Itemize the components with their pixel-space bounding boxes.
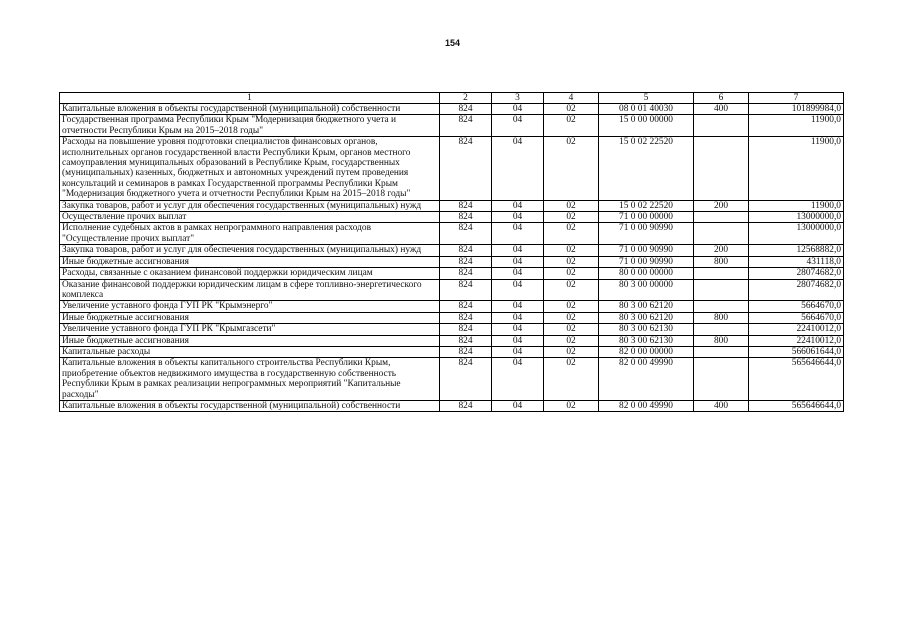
gov-code: 824 bbox=[440, 104, 492, 115]
amount: 565646644,0 bbox=[749, 358, 844, 401]
expense-type-code bbox=[694, 212, 749, 223]
expense-type-code: 200 bbox=[694, 200, 749, 211]
table-row bbox=[60, 104, 844, 115]
amount: 13000000,0 bbox=[749, 223, 844, 245]
section-code: 04 bbox=[492, 245, 544, 256]
subsection-code: 02 bbox=[544, 279, 599, 301]
section-code: 04 bbox=[492, 200, 544, 211]
amount: 28074682,0 bbox=[749, 279, 844, 301]
expense-type-code bbox=[694, 346, 749, 357]
gov-code: 824 bbox=[440, 324, 492, 335]
row-name: Закупка товаров, работ и услуг для обеспечения государственных (муниципальных) нужд bbox=[60, 245, 440, 256]
subsection-code: 02 bbox=[544, 245, 599, 256]
section-code: 04 bbox=[492, 400, 544, 411]
row-name: Иные бюджетные ассигнования bbox=[60, 256, 440, 267]
target-item-code: 80 3 00 62130 bbox=[599, 335, 694, 346]
subsection-code: 02 bbox=[544, 312, 599, 323]
subsection-code: 02 bbox=[544, 104, 599, 115]
gov-code: 824 bbox=[440, 312, 492, 323]
gov-code: 824 bbox=[440, 245, 492, 256]
subsection-code: 02 bbox=[544, 212, 599, 223]
expense-type-code bbox=[694, 268, 749, 279]
expense-type-code: 800 bbox=[694, 335, 749, 346]
amount: 13000000,0 bbox=[749, 212, 844, 223]
section-code: 04 bbox=[492, 223, 544, 245]
subsection-code: 02 bbox=[544, 200, 599, 211]
table-row bbox=[60, 346, 844, 357]
target-item-code: 08 0 01 40030 bbox=[599, 104, 694, 115]
target-item-code: 82 0 00 49990 bbox=[599, 358, 694, 401]
column-header: 4 bbox=[544, 93, 599, 104]
target-item-code: 15 0 00 00000 bbox=[599, 115, 694, 137]
amount: 431118,0 bbox=[749, 256, 844, 267]
subsection-code: 02 bbox=[544, 137, 599, 200]
row-name: Увеличение уставного фонда ГУП РК "Крымэнерго" bbox=[60, 301, 440, 312]
target-item-code: 80 3 00 62120 bbox=[599, 301, 694, 312]
target-item-code: 71 0 00 90990 bbox=[599, 223, 694, 245]
expense-type-code: 800 bbox=[694, 312, 749, 323]
row-name: Расходы, связанные с оказанием финансовой поддержки юридическим лицам bbox=[60, 268, 440, 279]
budget-table bbox=[59, 92, 844, 412]
amount: 11900,0 bbox=[749, 137, 844, 200]
gov-code: 824 bbox=[440, 400, 492, 411]
amount: 565646644,0 bbox=[749, 400, 844, 411]
amount: 12568882,0 bbox=[749, 245, 844, 256]
row-name: Капитальные вложения в объекты государственной (муниципальной) собственности bbox=[60, 104, 440, 115]
row-name: Капитальные вложения в объекты капитального строительства Республики Крым, приобретение объектов недвижимого имущества в государственную собственность Республики Крым в рамках реализации непрограммных мероприятий "Капитальные расходы" bbox=[60, 358, 440, 401]
expense-type-code bbox=[694, 301, 749, 312]
gov-code: 824 bbox=[440, 279, 492, 301]
target-item-code: 71 0 00 00000 bbox=[599, 212, 694, 223]
gov-code: 824 bbox=[440, 200, 492, 211]
amount: 28074682,0 bbox=[749, 268, 844, 279]
amount: 22410012,0 bbox=[749, 324, 844, 335]
table-row bbox=[60, 268, 844, 279]
expense-type-code bbox=[694, 137, 749, 200]
subsection-code: 02 bbox=[544, 115, 599, 137]
amount: 5664670,0 bbox=[749, 312, 844, 323]
subsection-code: 02 bbox=[544, 358, 599, 401]
subsection-code: 02 bbox=[544, 223, 599, 245]
subsection-code: 02 bbox=[544, 301, 599, 312]
target-item-code: 15 0 02 22520 bbox=[599, 200, 694, 211]
expense-type-code bbox=[694, 279, 749, 301]
table-row bbox=[60, 358, 844, 401]
column-header: 6 bbox=[694, 93, 749, 104]
row-name: Иные бюджетные ассигнования bbox=[60, 312, 440, 323]
table-row bbox=[60, 335, 844, 346]
table-row bbox=[60, 324, 844, 335]
target-item-code: 15 0 02 22520 bbox=[599, 137, 694, 200]
section-code: 04 bbox=[492, 137, 544, 200]
section-code: 04 bbox=[492, 301, 544, 312]
subsection-code: 02 bbox=[544, 324, 599, 335]
expense-type-code bbox=[694, 358, 749, 401]
page-number: 154 bbox=[444, 38, 461, 48]
table-row bbox=[60, 212, 844, 223]
table-row bbox=[60, 301, 844, 312]
section-code: 04 bbox=[492, 346, 544, 357]
section-code: 04 bbox=[492, 335, 544, 346]
expense-type-code: 200 bbox=[694, 245, 749, 256]
column-header: 2 bbox=[440, 93, 492, 104]
amount: 22410012,0 bbox=[749, 335, 844, 346]
target-item-code: 80 0 00 00000 bbox=[599, 268, 694, 279]
expense-type-code: 400 bbox=[694, 400, 749, 411]
table-row bbox=[60, 137, 844, 200]
table-row bbox=[60, 223, 844, 245]
row-name: Государственная программа Республики Крым "Модернизация бюджетного учета и отчетности Республики Крым на 2015–2018 годы" bbox=[60, 115, 440, 137]
column-header: 1 bbox=[60, 93, 440, 104]
target-item-code: 82 0 00 00000 bbox=[599, 346, 694, 357]
amount: 5664670,0 bbox=[749, 301, 844, 312]
target-item-code: 80 3 00 62130 bbox=[599, 324, 694, 335]
column-header: 3 bbox=[492, 93, 544, 104]
table-row bbox=[60, 245, 844, 256]
expense-type-code: 800 bbox=[694, 256, 749, 267]
gov-code: 824 bbox=[440, 256, 492, 267]
table-row bbox=[60, 279, 844, 301]
table-row bbox=[60, 312, 844, 323]
section-code: 04 bbox=[492, 268, 544, 279]
table-row bbox=[60, 256, 844, 267]
target-item-code: 82 0 00 49990 bbox=[599, 400, 694, 411]
section-code: 04 bbox=[492, 104, 544, 115]
column-header: 5 bbox=[599, 93, 694, 104]
row-name: Исполнение судебных актов в рамках непрограммного направления расходов "Осуществление прочих выплат" bbox=[60, 223, 440, 245]
subsection-code: 02 bbox=[544, 400, 599, 411]
gov-code: 824 bbox=[440, 212, 492, 223]
column-header: 7 bbox=[749, 93, 844, 104]
row-name: Иные бюджетные ассигнования bbox=[60, 335, 440, 346]
section-code: 04 bbox=[492, 312, 544, 323]
gov-code: 824 bbox=[440, 137, 492, 200]
subsection-code: 02 bbox=[544, 268, 599, 279]
target-item-code: 71 0 00 90990 bbox=[599, 245, 694, 256]
row-name: Осуществление прочих выплат bbox=[60, 212, 440, 223]
section-code: 04 bbox=[492, 212, 544, 223]
row-name: Капитальные вложения в объекты государственной (муниципальной) собственности bbox=[60, 400, 440, 411]
gov-code: 824 bbox=[440, 268, 492, 279]
gov-code: 824 bbox=[440, 335, 492, 346]
section-code: 04 bbox=[492, 279, 544, 301]
header-row bbox=[60, 93, 844, 104]
row-name: Расходы на повышение уровня подготовки специалистов финансовых органов, исполнительных органов государственной власти Республики Крым, органов местного самоуправления муниципальных образований в Республике Крым, государственных (муниципальных) казенных, бюджетных и автономных учреждений путем проведения консультаций и семинаров в рамках Государственной программы Республики Крым "Модернизация бюджетного учета и отчетности Республики Крым на 2015–2018 годы" bbox=[60, 137, 440, 200]
expense-type-code bbox=[694, 324, 749, 335]
row-name: Оказание финансовой поддержки юридическим лицам в сфере топливно-энергетического комплекса bbox=[60, 279, 440, 301]
target-item-code: 71 0 00 90990 bbox=[599, 256, 694, 267]
expense-type-code bbox=[694, 115, 749, 137]
gov-code: 824 bbox=[440, 115, 492, 137]
gov-code: 824 bbox=[440, 223, 492, 245]
table-row bbox=[60, 115, 844, 137]
subsection-code: 02 bbox=[544, 256, 599, 267]
gov-code: 824 bbox=[440, 301, 492, 312]
table-row bbox=[60, 200, 844, 211]
expense-type-code: 400 bbox=[694, 104, 749, 115]
amount: 11900,0 bbox=[749, 115, 844, 137]
amount: 566061644,0 bbox=[749, 346, 844, 357]
row-name: Увеличение уставного фонда ГУП РК "Крымгазсети" bbox=[60, 324, 440, 335]
table-body bbox=[60, 104, 844, 412]
gov-code: 824 bbox=[440, 346, 492, 357]
section-code: 04 bbox=[492, 324, 544, 335]
section-code: 04 bbox=[492, 256, 544, 267]
amount: 11900,0 bbox=[749, 200, 844, 211]
section-code: 04 bbox=[492, 115, 544, 137]
amount: 101899984,0 bbox=[749, 104, 844, 115]
target-item-code: 80 3 00 62120 bbox=[599, 312, 694, 323]
subsection-code: 02 bbox=[544, 335, 599, 346]
target-item-code: 80 3 00 00000 bbox=[599, 279, 694, 301]
section-code: 04 bbox=[492, 358, 544, 401]
row-name: Капитальные расходы bbox=[60, 346, 440, 357]
subsection-code: 02 bbox=[544, 346, 599, 357]
gov-code: 824 bbox=[440, 358, 492, 401]
table-row bbox=[60, 400, 844, 411]
expense-type-code bbox=[694, 223, 749, 245]
row-name: Закупка товаров, работ и услуг для обеспечения государственных (муниципальных) нужд bbox=[60, 200, 440, 211]
